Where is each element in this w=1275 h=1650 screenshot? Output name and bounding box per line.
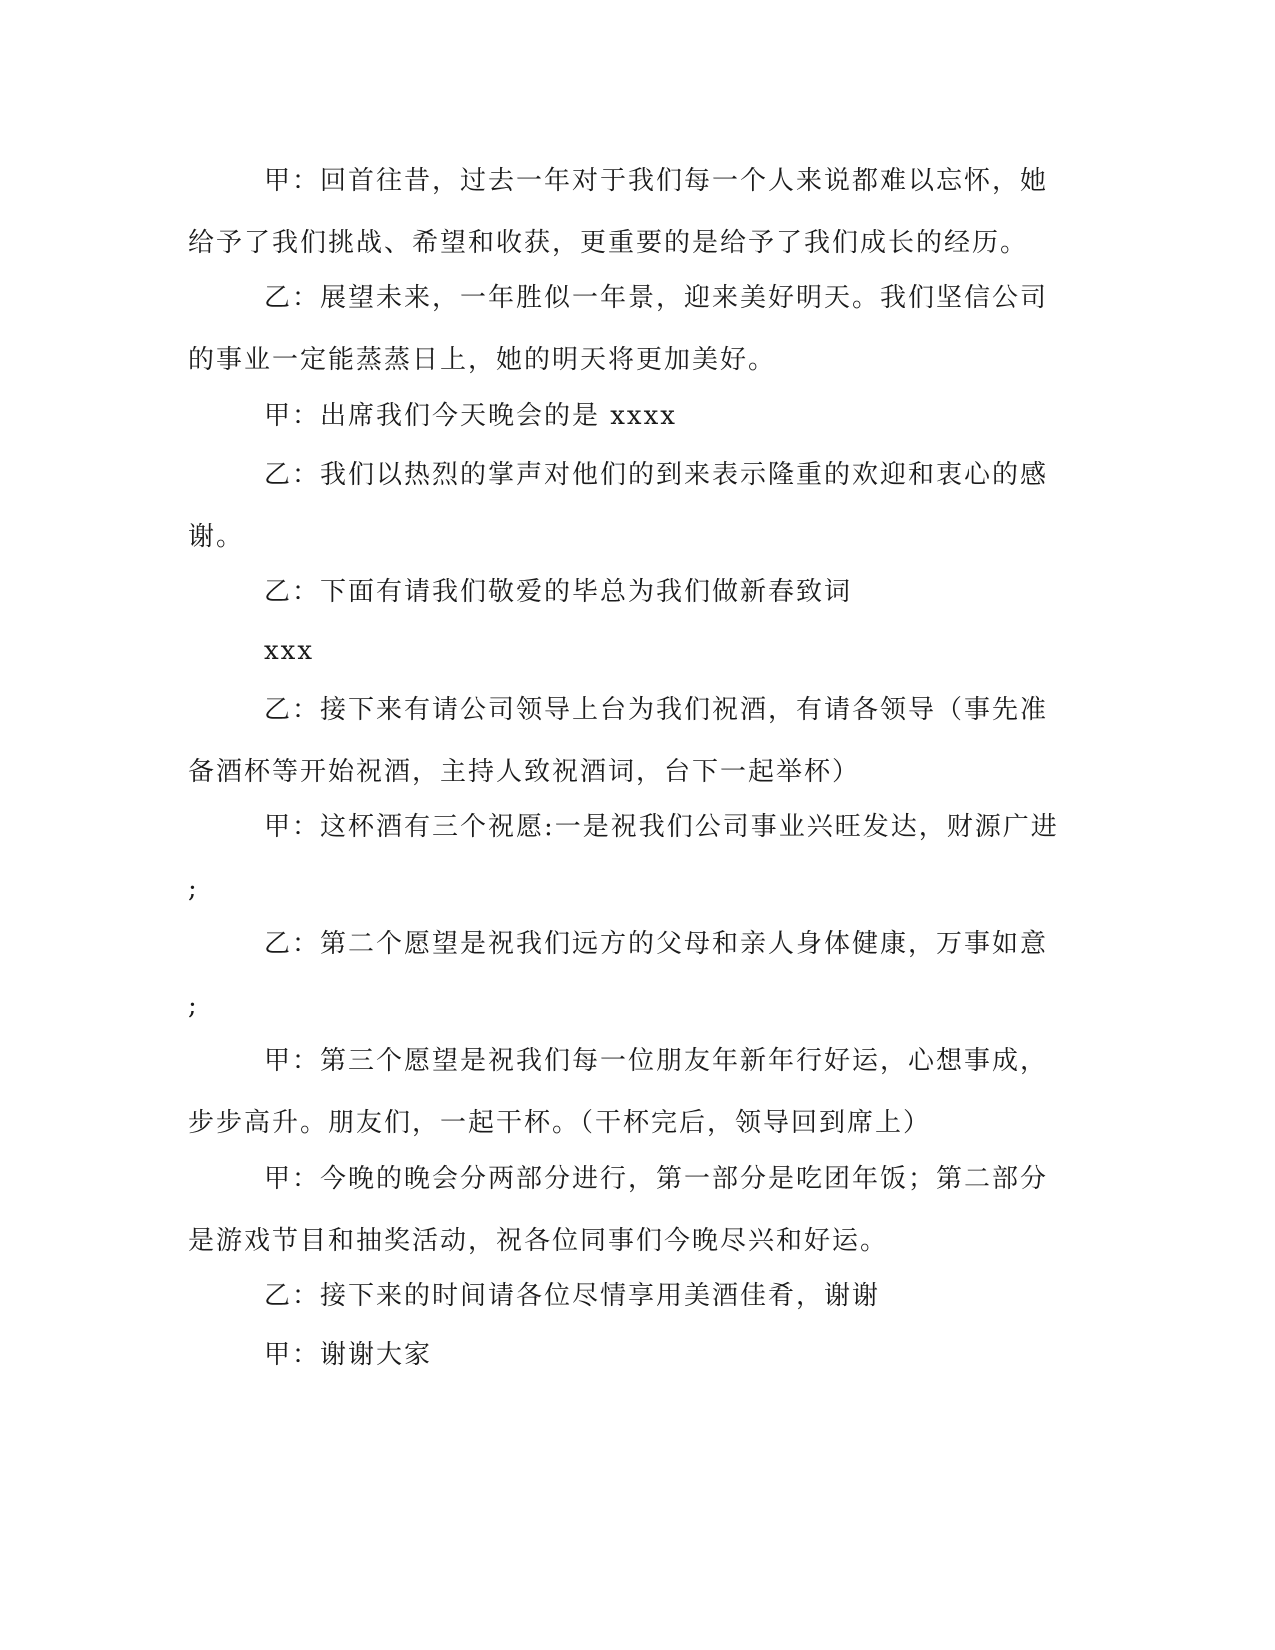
paragraph	[188, 796, 1068, 920]
paragraph-line: ;	[188, 991, 199, 1021]
paragraph-line: 乙：展望未来，一年胜似一年景，迎来美好明天。我们坚信公司	[264, 283, 1049, 313]
paragraph-line: 甲：这杯酒有三个祝愿:一是祝我们公司事业兴旺发达，财源广进	[264, 812, 1059, 842]
paragraph-line: 谢。	[188, 522, 245, 552]
paragraph-line: 是游戏节目和抽奖活动，祝各位同事们今晚尽兴和好运。	[188, 1226, 889, 1256]
paragraph-line: 甲：今晚的晚会分两部分进行，第一部分是吃团年饭；第二部分	[264, 1164, 1049, 1194]
paragraph	[188, 1265, 1068, 1327]
paragraph-line: 乙：我们以热烈的掌声对他们的到来表示隆重的欢迎和衷心的感	[264, 460, 1049, 490]
paragraph	[188, 1324, 1068, 1386]
paragraph-line: 备酒杯等开始祝酒，主持人致祝酒词，台下一起举杯）	[188, 757, 861, 787]
paragraph	[188, 1030, 1068, 1154]
paragraph-line: 甲：第三个愿望是祝我们每一位朋友年新年行好运，心想事成，	[264, 1046, 1049, 1076]
paragraph-line: 乙：接下来的时间请各位尽情享用美酒佳肴，谢谢	[264, 1281, 881, 1311]
paragraph	[188, 150, 1068, 274]
paragraph-line: 的事业一定能蒸蒸日上，她的明天将更加美好。	[188, 345, 777, 375]
paragraph	[188, 267, 1068, 391]
paragraph-line: 乙：第二个愿望是祝我们远方的父母和亲人身体健康，万事如意	[264, 929, 1049, 959]
paragraph-line: 乙：接下来有请公司领导上台为我们祝酒，有请各领导（事先准	[264, 695, 1049, 725]
paragraph	[188, 444, 1068, 568]
paragraph-line: 甲：回首往昔，过去一年对于我们每一个人来说都难以忘怀，她	[264, 166, 1049, 196]
paragraph-line: 甲：谢谢大家	[264, 1340, 433, 1370]
paragraph	[188, 913, 1068, 1037]
paragraph	[188, 561, 1068, 623]
paragraph-line: 乙：下面有请我们敬爱的毕总为我们做新春致词	[264, 577, 853, 607]
paragraph-line: 步步高升。朋友们，一起干杯。（干杯完后，领导回到席上）	[188, 1108, 932, 1138]
paragraph	[188, 679, 1068, 803]
paragraph	[188, 1148, 1068, 1272]
paragraph-line: xxx	[264, 636, 314, 666]
paragraph-line: 给予了我们挑战、希望和收获，更重要的是给予了我们成长的经历。	[188, 228, 1029, 258]
paragraph	[188, 385, 1068, 447]
paragraph-line: 甲：出席我们今天晚会的是 xxxx	[264, 401, 677, 431]
paragraph	[188, 620, 1068, 682]
paragraph-line: ;	[188, 874, 199, 904]
